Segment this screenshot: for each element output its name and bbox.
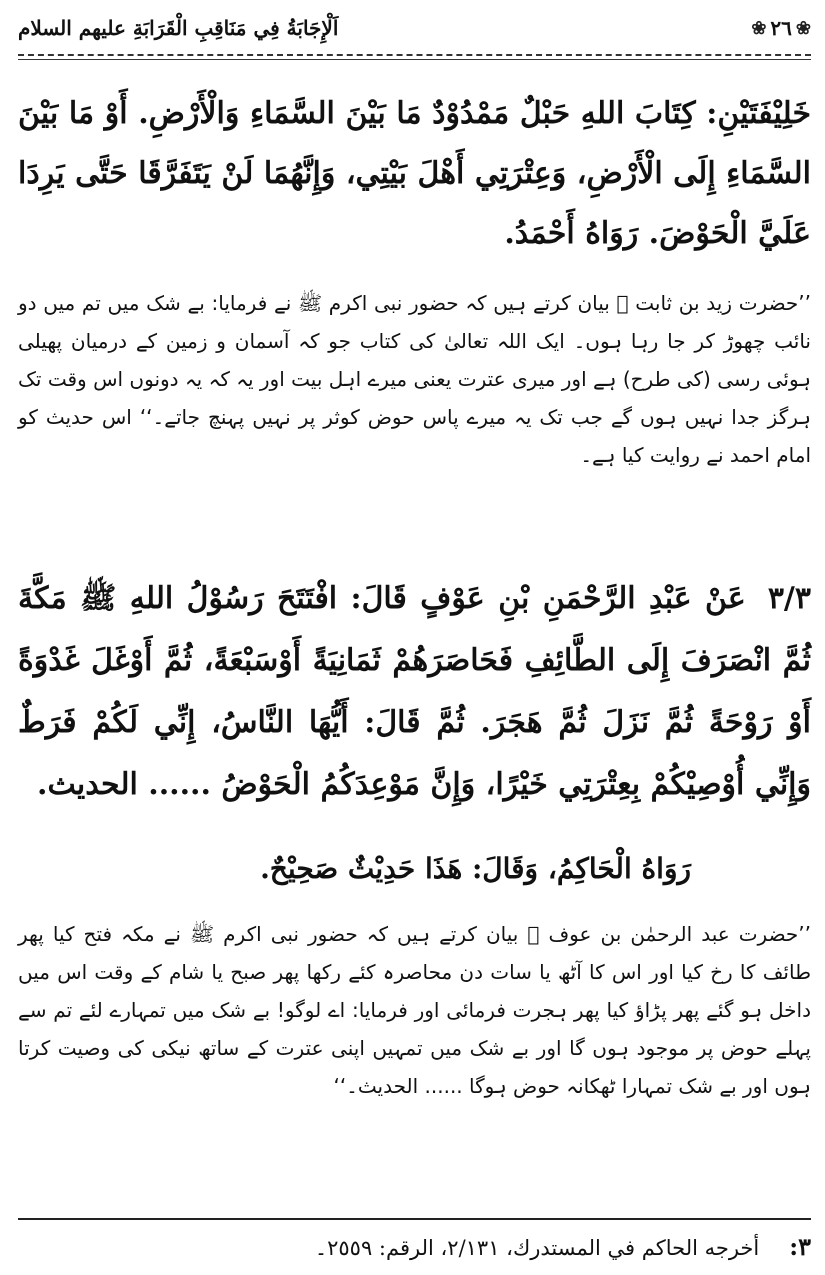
footnote-rule (18, 1218, 811, 1220)
arabic-narration-source (18, 847, 811, 891)
arabic-hadith-continuation (18, 84, 811, 264)
hadith-number: ٣/٣ (767, 581, 811, 616)
arabic-hadith-3 (18, 568, 811, 816)
page-header (18, 14, 811, 54)
footnote-text: أخرجه الحاكم في المستدرك، ٢/١٣١، الرقم: ٢٥٥٩۔ (314, 1236, 760, 1260)
header-solid-rule (18, 59, 811, 60)
page-number-group (751, 16, 811, 40)
running-title: اَلْإِجَابَةُ فِي مَنَاقِبِ الْقَرَابَةِ علیهم السلام (18, 16, 339, 40)
arabic-text: رَوَاهُ الْحَاكِمُ، وَقَالَ: هَذَا حَدِيْثٌ صَحِيْحٌ. (260, 852, 691, 885)
urdu-translation-1 (18, 284, 811, 474)
urdu-text: ’’حضرت زید بن ثابت ﷜ بیان کرتے ہیں کہ حضور نبی اکرم ﷺ نے فرمایا: بے شک میں تم میں دو نائب چھوڑ کر جا رہا ہوں۔ ایک اللہ تعالیٰ کی کتاب جو کہ آسمان و زمین کے درمیان پھیلی ہوئی رسی (کی طرح) ہے اور میری عترت یعنی میرے اہل بیت اور یہ کہ یہ دونوں اس وقت تک ہرگز جدا نہیں ہوں گے جب تک یہ میرے پاس حوض کوثر پر نہیں پہنچ جاتے۔‘‘ اس حدیث کو امام احمد نے روایت کیا ہے۔ (18, 291, 811, 467)
ornament-left-icon: ❀ (751, 17, 767, 39)
arabic-text: عَنْ عَبْدِ الرَّحْمَنِ بْنِ عَوْفٍ قَالَ: افْتَتَحَ رَسُوْلُ اللهِ ﷺ مَكَّةَ ثُمَّ انْصَرَفَ إِلَى الطَّائِفِ فَحَاصَرَهُمْ ثَمَانِيَةً أَوْسَبْعَةً، ثُمَّ أَوْغَلَ غَدْوَةً أَوْ رَوْحَةً ثُمَّ نَزَلَ ثُمَّ هَجَرَ. ثُمَّ قَالَ: أَيُّهَا النَّاسُ، إِنِّي لَكُمْ فَرَطٌ وَإِنِّي أُوْصِيْكُمْ بِعِتْرَتِي خَيْرًا، وَإِنَّ مَوْعِدَكُمُ الْحَوْضُ ...... الحديث. (18, 581, 811, 802)
footnote (18, 1232, 811, 1261)
urdu-translation-2 (18, 915, 811, 1105)
ornament-right-icon: ❀ (795, 17, 811, 39)
header-dashed-rule (18, 54, 811, 56)
arabic-text: خَلِيْفَتَيْنِ: كِتَابَ اللهِ حَبْلٌ مَمْدُوْدٌ مَا بَيْنَ السَّمَاءِ وَالْأَرْضِ. أَوْ مَا بَيْنَ السَّمَاءِ إِلَى الْأَرْضِ، وَعِتْرَتِي أَهْلَ بَيْتِي، وَإِنَّهُمَا لَنْ يَتَفَرَّقَا حَتَّى يَرِدَا عَلَيَّ الْحَوْضَ. رَوَاهُ أَحْمَدُ. (18, 96, 811, 251)
page-number: ٢٦ (770, 16, 792, 40)
arabic-hadith-paragraph (18, 568, 811, 816)
urdu-text: ’’حضرت عبد الرحمٰن بن عوف ﷜ بیان کرتے ہیں کہ حضور نبی اکرم ﷺ نے مکہ فتح کیا پھر طائف کا رخ کیا اور اس کا آٹھ یا سات دن محاصرہ کئے رکھا پھر صبح یا شام کے وقت اس میں داخل ہو گئے پھر پڑاؤ کیا پھر ہجرت فرمائی اور فرمایا: اے لوگو! بے شک میں تمہارے لئے تم سے پہلے حوض پر موجود ہوں گا اور بے شک میں تمہیں اپنی عترت کے ساتھ نیکی کی وصیت کرتا ہوں اور بے شک تمہارا ٹھکانہ حوض ہوگا ...... الحدیث۔‘‘ (18, 922, 811, 1098)
footnote-marker: ٣: (789, 1232, 811, 1261)
